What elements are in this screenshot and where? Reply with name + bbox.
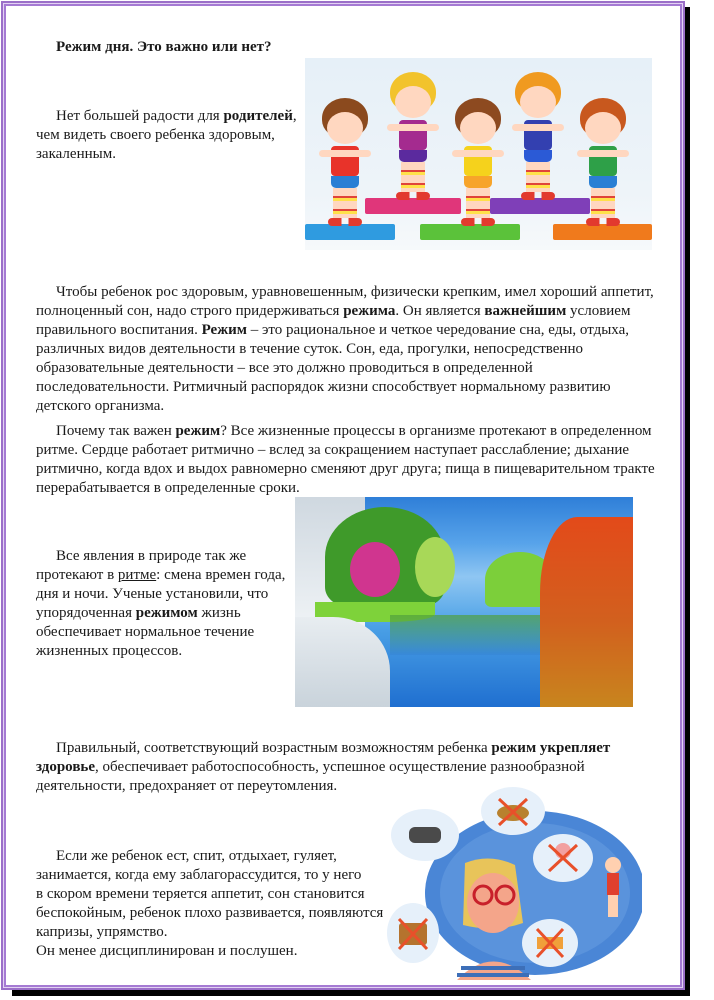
text: Правильный, соответствующий возрастным возможностям ребенка xyxy=(56,740,492,756)
text: Нет большей радости для xyxy=(56,108,224,124)
mat xyxy=(365,198,461,214)
text: – это рациональное и четкое чередование сна, еды, отдыха, различных видов деятельности в течение суток. Сон, еда, прогулки, непосредственно образовательные деятельности – все это должно проводиться в определенной последовательности. Ритмичный распорядок жизни способствует нормальному развитию детского организма. xyxy=(36,322,630,414)
mat xyxy=(420,224,520,240)
bold-text: Режим xyxy=(201,322,247,338)
text: Чтобы ребенок рос здоровым, уравновешенным, физически крепким, имел хороший аппетит, полноценный сон, надо строго придерживаться xyxy=(36,284,654,319)
text-line: беспокойным, ребенок плохо развивается, появляются xyxy=(36,905,384,921)
text-line: Он менее дисциплинирован и послушен. xyxy=(36,943,298,959)
text-line: Если же ребенок ест, спит, отдыхает, гуляет, xyxy=(56,848,337,864)
mother-illustration-icon xyxy=(385,783,642,980)
text: Все явления в природе так же протекают в xyxy=(36,548,247,583)
seasons-landscape-image xyxy=(295,497,633,707)
spring-blossom-tree xyxy=(350,542,400,597)
text: Почему так важен xyxy=(56,423,176,439)
paragraph-2 xyxy=(36,283,666,416)
text-line: в скором времени теряется аппетит, сон становится xyxy=(36,886,365,902)
mat xyxy=(305,224,395,240)
kid-figure xyxy=(317,98,373,226)
underlined-text: ритме xyxy=(117,567,157,583)
kid-figure xyxy=(510,72,566,200)
kid-figure xyxy=(450,98,506,226)
page-title: Режим дня. Это важно или нет? xyxy=(56,39,272,55)
paragraph-6 xyxy=(36,847,396,961)
bold-text: режимом xyxy=(135,605,198,621)
light-green-tree xyxy=(415,537,455,597)
bold-text: важнейшим xyxy=(484,303,567,319)
paragraph-4 xyxy=(36,547,298,661)
text: , чем видеть своего ребенка здоровым, закаленным. xyxy=(36,108,297,162)
text-line: капризы, упрямство. xyxy=(36,924,168,940)
bold-text: режима xyxy=(343,303,396,319)
water-reflection xyxy=(390,615,540,655)
paragraph-1 xyxy=(36,107,301,164)
kid-figure xyxy=(575,98,631,226)
text: : смена времен года, дня и ночи. Ученые установили, что упорядоченная xyxy=(36,567,286,621)
paragraph-3 xyxy=(36,422,666,498)
mat xyxy=(553,224,652,240)
bold-text: режим укрепляет здоровье xyxy=(36,740,611,775)
text: ? Все жизненные процессы в организме протекают в определенном ритме. Сердце работает ритмично – вслед за сокращением наступает расслабление; дыхание ритмично, когда вдох и выдох равномерно сменяют друг друга; пища в пищеварительном тракте перерабатывается в определенные сроки. xyxy=(36,423,655,496)
snow-bank xyxy=(295,617,390,707)
text: . Он является xyxy=(395,303,485,319)
kid-figure xyxy=(385,72,441,200)
text: условием правильного воспитания. xyxy=(36,303,631,338)
bold-text: родителей xyxy=(223,108,293,124)
autumn-trees xyxy=(540,517,633,707)
bold-text: режим xyxy=(175,423,221,439)
text: жизнь обеспечивает нормальное течение жизненных процессов. xyxy=(36,605,255,659)
kids-exercise-image xyxy=(305,58,652,250)
text-line: занимается, когда ему заблагорассудится, то у него xyxy=(36,867,362,883)
text: , обеспечивает работоспособность, успешное осуществление разнообразной деятельности, предохраняет от переутомления. xyxy=(36,759,585,794)
worried-mother-image xyxy=(385,783,642,980)
